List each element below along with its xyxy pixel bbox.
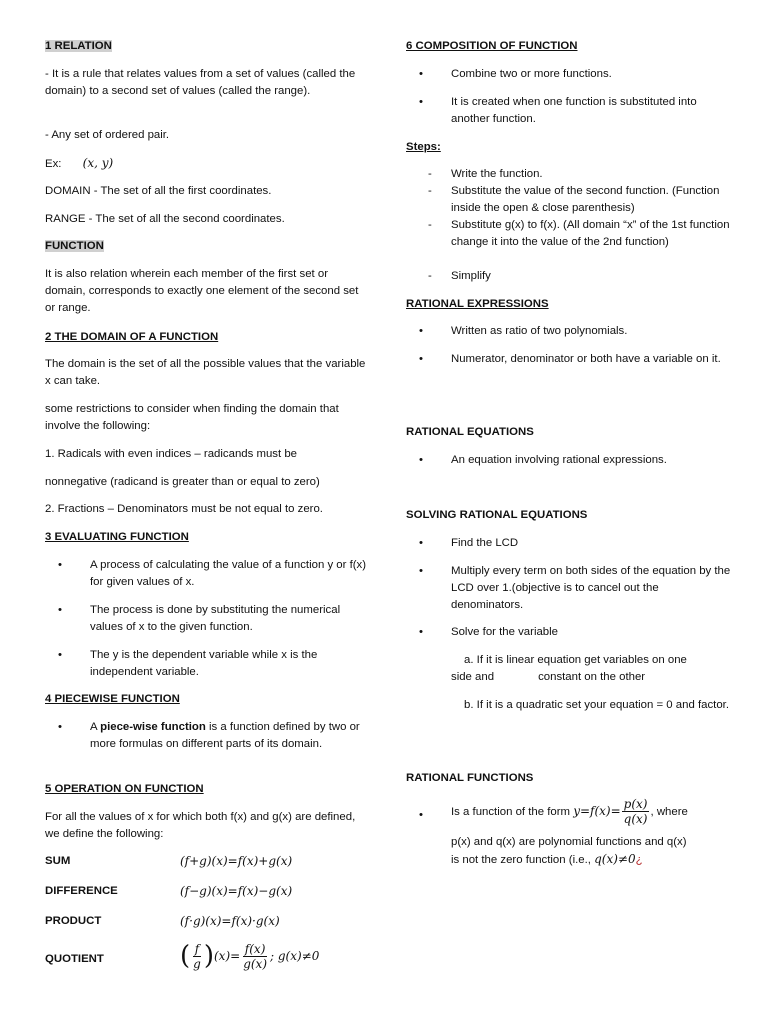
- bullet-icon: •: [58, 721, 62, 733]
- steps-heading: Steps:: [406, 141, 441, 153]
- domain-text-5: 2. Fractions – Denominators must be not equal to zero.: [45, 503, 323, 515]
- composition-heading: 6 COMPOSITION OF FUNCTION: [406, 40, 578, 52]
- bullet-icon: •: [419, 325, 423, 337]
- quotient-label: QUOTIENT: [45, 953, 104, 965]
- list-item: • Is a function of the form y=f(x)= $\frac{p(x)}{q(x)}$ , where: [406, 797, 731, 837]
- bullet-icon: •: [58, 649, 62, 661]
- solving-heading: SOLVING RATIONAL EQUATIONS: [406, 509, 588, 521]
- function-heading: FUNCTION: [45, 240, 104, 252]
- bullet-icon: •: [58, 559, 62, 571]
- rational-functions-line2: p(x) and q(x) are polynomial functions and q(x): [451, 836, 687, 848]
- dash-icon: -: [428, 185, 432, 197]
- stray-glyph: ¿: [635, 854, 643, 866]
- difference-formula: (f−g)(x)=f(x)−g(x): [180, 884, 293, 898]
- bullet-icon: •: [419, 626, 423, 638]
- bullet-icon: •: [419, 68, 423, 80]
- function-text: It is also relation wherein each member of the first set or domain, corresponds to exactly one element of the second set or range.: [45, 268, 359, 314]
- bullet-icon: •: [419, 565, 423, 577]
- domain-text-2: some restrictions to consider when finding the domain that involve the following:: [45, 403, 339, 432]
- rational-functions-line3: is not the zero function (i.e., q(x)≠0¿: [451, 852, 643, 866]
- relation-example: [45, 155, 370, 173]
- difference-label: DIFFERENCE: [45, 885, 118, 897]
- relation-text-2: - Any set of ordered pair.: [45, 129, 170, 141]
- solving-case-a-line1: a. If it is linear equation get variables on one: [464, 654, 687, 666]
- solving-case-a-line2: side and constant on the other: [451, 671, 646, 683]
- rational-function-formula: y=f(x)= $\frac{p(x)}{q(x)}$: [573, 797, 648, 826]
- quotient-row: [45, 942, 375, 982]
- rational-expressions-heading: RATIONAL EXPRESSIONS: [406, 298, 549, 310]
- bullet-icon: •: [419, 809, 423, 821]
- operation-text: For all the values of x for which both f(x) and g(x) are defined, we define the following:: [45, 811, 356, 840]
- domain-definition: DOMAIN - The set of all the first coordinates.: [45, 185, 272, 197]
- domain-of-function-heading: 2 THE DOMAIN OF A FUNCTION: [45, 331, 219, 343]
- dash-icon: -: [428, 219, 432, 231]
- range-definition: RANGE - The set of all the second coordinates.: [45, 213, 285, 225]
- domain-text-4: nonnegative (radicand is greater than or equal to zero): [45, 476, 320, 488]
- evaluating-heading: 3 EVALUATING FUNCTION: [45, 531, 189, 543]
- relation-text-1: - It is a rule that relates values from a set of values (called the domain) to a second set of values (called the range).: [45, 68, 356, 97]
- product-formula: (f·g)(x)=f(x)·g(x): [180, 914, 280, 928]
- piecewise-term: piece-wise function: [100, 721, 206, 733]
- example-label: Ex:: [45, 158, 62, 170]
- product-label: PRODUCT: [45, 915, 102, 927]
- bullet-icon: •: [419, 454, 423, 466]
- domain-text-1: The domain is the set of all the possible values that the variable x can take.: [45, 358, 366, 387]
- sum-label: SUM: [45, 855, 71, 867]
- quotient-formula: ( $\frac{f}{g}$ )(x)= $\frac{f(x)}{g(x)}$ ; g(x)≠0: [180, 941, 320, 971]
- bullet-icon: •: [419, 537, 423, 549]
- dash-icon: -: [428, 168, 432, 180]
- rational-functions-heading: RATIONAL FUNCTIONS: [406, 772, 534, 784]
- example-value: (x, y): [82, 156, 114, 170]
- piecewise-heading: 4 PIECEWISE FUNCTION: [45, 693, 180, 705]
- domain-text-3: 1. Radicals with even indices – radicands must be: [45, 448, 297, 460]
- bullet-icon: •: [419, 96, 423, 108]
- bullet-icon: •: [58, 604, 62, 616]
- nonzero-condition: q(x)≠0: [594, 852, 636, 866]
- dash-icon: -: [428, 270, 432, 282]
- operation-heading: 5 OPERATION ON FUNCTION: [45, 783, 204, 795]
- relation-heading: 1 RELATION: [45, 40, 112, 52]
- bullet-icon: •: [419, 353, 423, 365]
- rational-equations-heading: RATIONAL EQUATIONS: [406, 426, 534, 438]
- solving-case-b: b. If it is a quadratic set your equation = 0 and factor.: [464, 699, 729, 711]
- sum-formula: (f+g)(x)=f(x)+g(x): [180, 854, 293, 868]
